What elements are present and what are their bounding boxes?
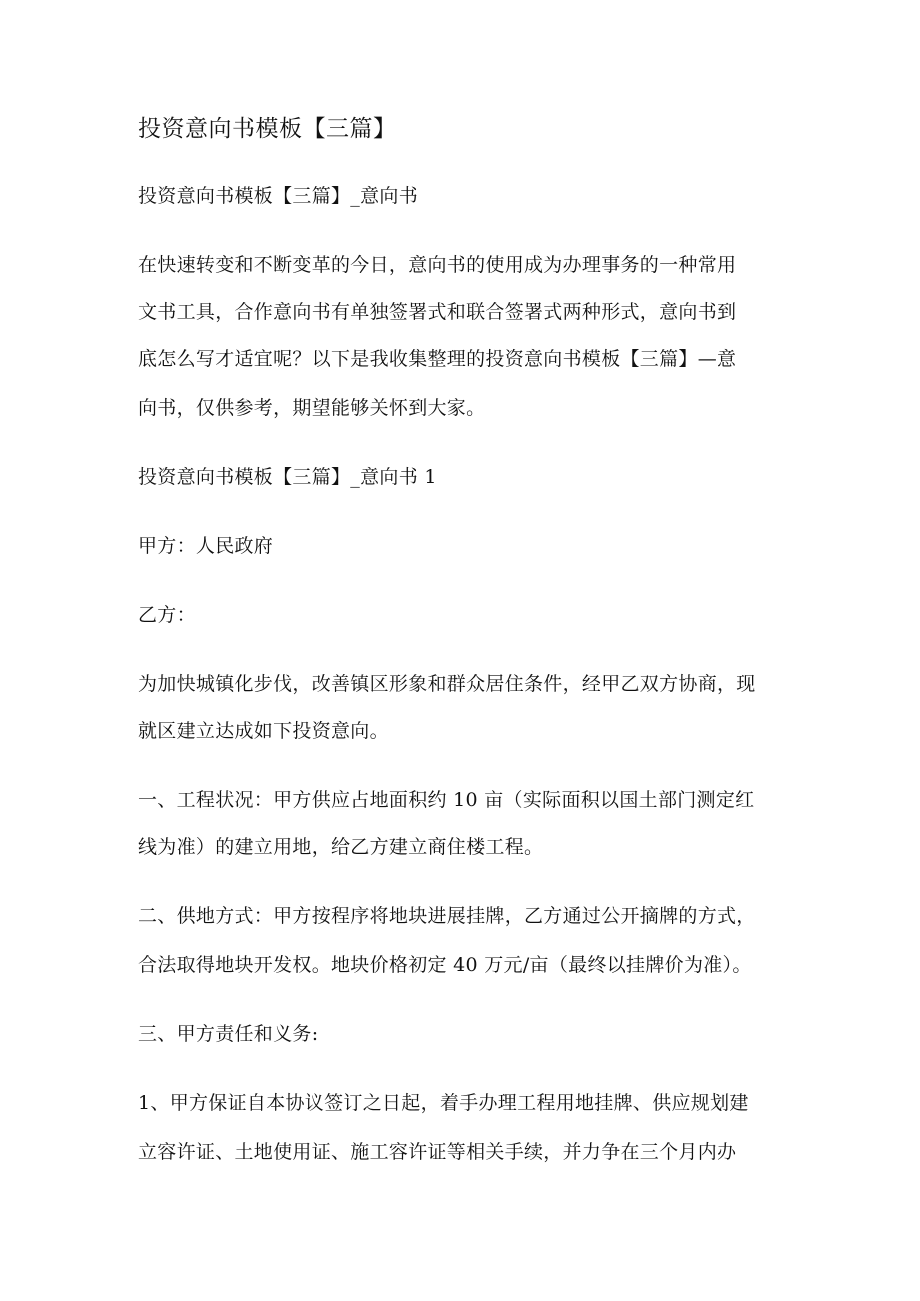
party-a: 甲方：人民政府: [138, 535, 274, 557]
intro-line-3: 底怎么写才适宜呢？以下是我收集整理的投资意向书模板【三篇】—意: [138, 348, 737, 370]
clause-3-item-1-line-1: 1、甲方保证自本协议签订之日起，着手办理工程用地挂牌、供应规划建: [138, 1092, 749, 1114]
clause-3-item-1-line-2: 立容许证、土地使用证、施工容许证等相关手续，并力争在三个月内办: [138, 1141, 737, 1163]
clause-2-line-1: 二、供地方式：甲方按程序将地块进展挂牌，乙方通过公开摘牌的方式，: [138, 905, 756, 927]
clause-1-line-2: 线为准）的建立用地，给乙方建立商住楼工程。: [138, 836, 544, 858]
party-b: 乙方：: [138, 604, 196, 626]
clause-2-line-2: 合法取得地块开发权。地块价格初定 40 万元/亩（最终以挂牌价为准）。: [138, 954, 752, 976]
preamble-line-2: 就区建立达成如下投资意向。: [138, 720, 389, 742]
section-heading: 投资意向书模板【三篇】_意向书 1: [138, 466, 437, 488]
document-title: 投资意向书模板【三篇】: [138, 116, 397, 142]
preamble-line-1: 为加快城镇化步伐，改善镇区形象和群众居住条件，经甲乙双方协商，现: [138, 673, 756, 695]
intro-line-2: 文书工具，合作意向书有单独签署式和联合签署式两种形式，意向书到: [138, 301, 737, 323]
clause-3-heading: 三、甲方责任和义务:: [138, 1023, 319, 1045]
clause-1-line-1: 一、工程状况：甲方供应占地面积约 10 亩（实际面积以国土部门测定红: [138, 789, 755, 811]
intro-line-4: 向书，仅供参考，期望能够关怀到大家。: [138, 397, 486, 419]
document-subtitle: 投资意向书模板【三篇】_意向书: [138, 185, 419, 207]
intro-line-1: 在快速转变和不断变革的今日，意向书的使用成为办理事务的一种常用: [138, 254, 737, 276]
